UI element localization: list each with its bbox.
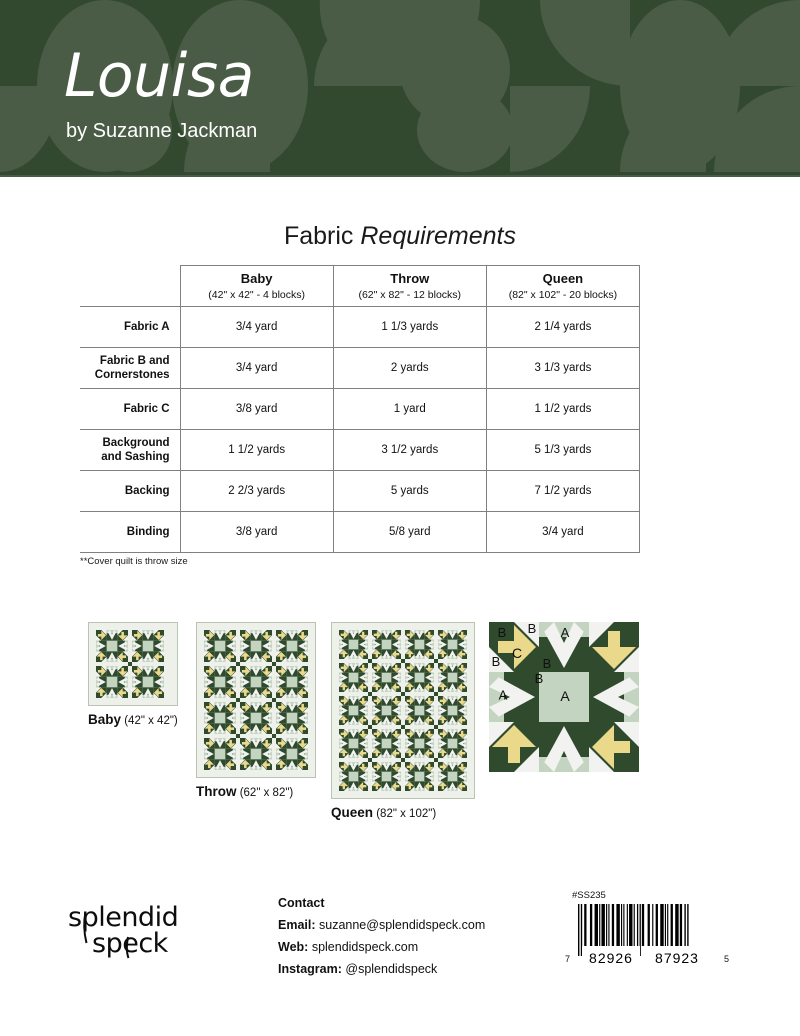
block-piece-label: B	[542, 656, 552, 671]
cell-throw: 3 1/2 yards	[333, 430, 486, 471]
sku-code: #SS235	[572, 890, 606, 901]
row-label: Fabric A	[80, 307, 180, 348]
cell-throw: 5/8 yard	[333, 512, 486, 553]
cell-queen: 2 1/4 yards	[486, 307, 639, 348]
contact-block	[278, 893, 485, 981]
quilt-dimensions: (82" x 102")	[376, 808, 437, 820]
cell-throw: 1 1/3 yards	[333, 307, 486, 348]
splendid-speck-logo	[68, 898, 198, 960]
cell-queen: 3/4 yard	[486, 512, 639, 553]
column-header-queen	[486, 266, 639, 307]
cover-quilt-footnote: **Cover quilt is throw size	[80, 556, 188, 567]
row-label: Background and Sashing	[80, 430, 180, 471]
column-dimensions: (82" x 102" - 20 blocks)	[508, 288, 618, 301]
table-row	[80, 471, 640, 512]
cell-baby: 3/4 yard	[180, 348, 333, 389]
quilt-dimensions: (62" x 82")	[239, 787, 294, 799]
web-value: splendidspeck.com	[311, 939, 419, 954]
column-header-baby	[180, 266, 333, 307]
row-label: Binding	[80, 512, 180, 553]
block-piece-label: B	[534, 671, 544, 686]
quilt-figure-throw	[196, 622, 316, 799]
quilt-figure-queen	[331, 622, 475, 820]
table-corner-cell	[80, 266, 180, 307]
block-piece-label: C	[511, 645, 523, 661]
contact-web-line	[278, 937, 485, 959]
quilt-svg	[335, 626, 471, 795]
cell-queen: 1 1/2 yards	[486, 389, 639, 430]
column-name: Baby	[240, 271, 273, 286]
cell-queen: 3 1/3 yards	[486, 348, 639, 389]
quilt-caption-baby	[88, 712, 178, 727]
table-row	[80, 389, 640, 430]
cell-throw: 5 yards	[333, 471, 486, 512]
block-piece-label: B	[497, 625, 507, 640]
cell-throw: 1 yard	[333, 389, 486, 430]
table-body	[80, 307, 640, 553]
table-header-row	[80, 266, 640, 307]
quilt-name: Throw	[196, 784, 237, 799]
table-row	[80, 348, 640, 389]
table-row	[80, 512, 640, 553]
quilt-svg	[92, 626, 168, 702]
page-title: Louisa	[64, 41, 254, 111]
quilt-dimensions: (42" x 42")	[124, 715, 178, 727]
quilt-diagram-baby	[88, 622, 178, 706]
column-name: Throw	[390, 271, 430, 286]
header-banner	[0, 0, 800, 175]
row-label: Fabric C	[80, 389, 180, 430]
quilt-diagram-queen	[331, 622, 475, 799]
email-value: suzanne@splendidspeck.com	[319, 917, 486, 932]
contact-heading: Contact	[278, 896, 325, 910]
contact-email-line	[278, 915, 485, 937]
cell-baby: 3/8 yard	[180, 389, 333, 430]
block-piece-label: B	[527, 622, 537, 636]
section-title-italic: Requirements	[360, 222, 517, 250]
barcode	[565, 904, 730, 966]
table-row	[80, 307, 640, 348]
quilt-svg	[200, 626, 312, 774]
barcode-group-1: 82926	[589, 950, 633, 966]
quilt-block-diagram	[489, 622, 639, 772]
header-divider	[0, 175, 800, 177]
cell-baby: 3/4 yard	[180, 307, 333, 348]
instagram-label: Instagram:	[278, 961, 342, 976]
quilt-caption-throw	[196, 784, 316, 799]
cell-baby: 2 2/3 yards	[180, 471, 333, 512]
quilt-figure-baby	[88, 622, 178, 727]
cell-baby: 1 1/2 yards	[180, 430, 333, 471]
row-label: Backing	[80, 471, 180, 512]
fabric-requirements-table	[80, 265, 640, 553]
instagram-value: @splendidspeck	[345, 961, 438, 976]
cell-queen: 5 1/3 yards	[486, 430, 639, 471]
quilt-name: Baby	[88, 712, 122, 727]
column-dimensions: (42" x 42" - 4 blocks)	[208, 288, 306, 301]
column-dimensions: (62" x 82" - 12 blocks)	[358, 288, 462, 301]
block-piece-label: A	[560, 688, 570, 704]
barcode-left-digit: 7	[565, 954, 571, 964]
logo-line-2: speck	[92, 928, 168, 959]
table-row	[80, 430, 640, 471]
row-label: Fabric B and Cornerstones	[80, 348, 180, 389]
quilt-layout-diagrams	[0, 600, 800, 830]
web-label: Web:	[278, 939, 309, 954]
column-header-throw	[333, 266, 486, 307]
contact-instagram-line	[278, 959, 485, 981]
barcode-group-2: 87923	[655, 950, 699, 966]
cell-throw: 2 yards	[333, 348, 486, 389]
block-piece-label: A	[498, 687, 508, 703]
column-name: Queen	[542, 271, 584, 286]
barcode-bars	[572, 904, 722, 966]
block-piece-label: A	[560, 625, 570, 640]
cell-baby: 3/8 yard	[180, 512, 333, 553]
barcode-right-digit: 5	[724, 954, 730, 964]
author-byline: by Suzanne Jackman	[66, 120, 258, 142]
block-piece-label: B	[491, 654, 501, 669]
quilt-caption-queen	[331, 805, 475, 820]
quilt-name: Queen	[331, 805, 374, 820]
logo-line-1: splendid	[68, 902, 179, 933]
quilt-diagram-throw	[196, 622, 316, 778]
cell-queen: 7 1/2 yards	[486, 471, 639, 512]
barcode-block	[565, 890, 732, 966]
email-label: Email:	[278, 917, 316, 932]
section-title	[0, 222, 800, 251]
section-title-regular: Fabric	[283, 222, 361, 250]
